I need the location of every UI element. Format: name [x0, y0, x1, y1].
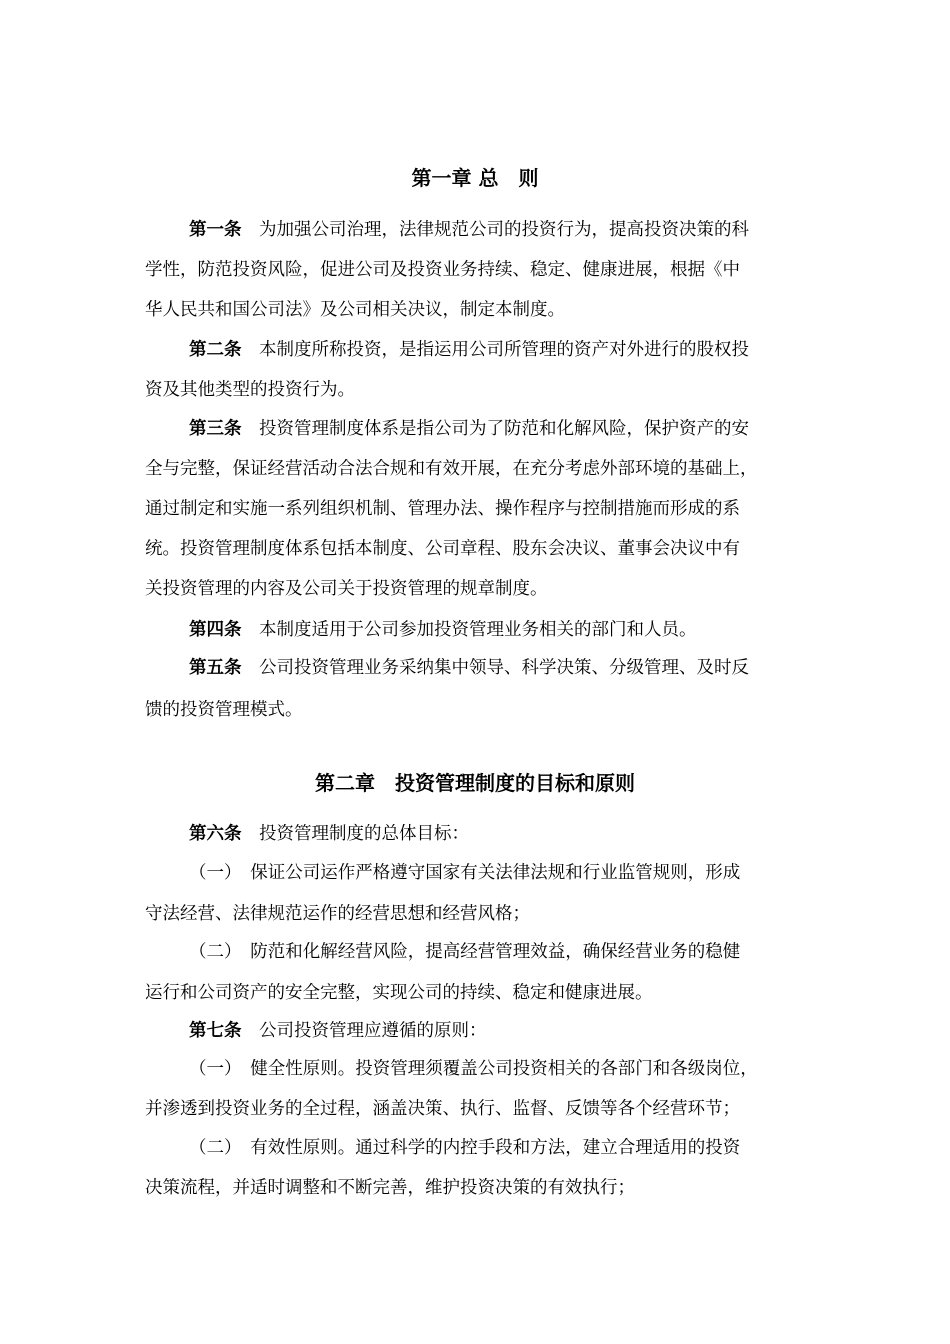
- article-4-line-1: 本制度适用于公司参加投资管理业务相关的部门和人员。: [259, 620, 697, 640]
- article-7: [189, 1018, 487, 1044]
- article-4: [189, 617, 697, 643]
- article-7-line-1: 公司投资管理应遵循的原则：: [259, 1021, 487, 1041]
- article-1-line-3: 华人民共和国公司法》及公司相关决议，制定本制度。: [145, 300, 565, 320]
- article-2: [189, 337, 749, 363]
- article-6-item-1: [189, 860, 740, 886]
- article-2-line-1: 本制度所称投资，是指运用公司所管理的资产对外进行的股权投: [259, 340, 749, 360]
- article-7-item-2-line-2: 决策流程，并适时调整和不断完善，维护投资决策的有效执行；: [145, 1178, 635, 1198]
- article-5-label: 第五条: [189, 658, 242, 678]
- article-3-line-2: 全与完整，保证经营活动合法合规和有效开展，在充分考虑外部环境的基础上，: [145, 459, 758, 479]
- article-3-line-1: 投资管理制度体系是指公司为了防范和化解风险，保护资产的安: [259, 419, 749, 439]
- article-6: [189, 821, 469, 847]
- article-7-item-2: [189, 1135, 740, 1161]
- article-1-line-1: 为加强公司治理，法律规范公司的投资行为，提高投资决策的科: [259, 220, 749, 240]
- article-3: [189, 416, 749, 442]
- article-5-line-1: 公司投资管理业务采纳集中领导、科学决策、分级管理、及时反: [259, 658, 749, 678]
- chapter-1-title: 第一章 总 则: [411, 166, 539, 190]
- article-2-label: 第二条: [189, 340, 242, 360]
- article-6-item-1-marker: （一）: [189, 863, 233, 883]
- article-4-label: 第四条: [189, 620, 242, 640]
- article-7-item-1-line-2: 并渗透到投资业务的全过程，涵盖决策、执行、监督、反馈等各个经营环节；: [145, 1099, 740, 1119]
- article-7-item-1: [189, 1056, 758, 1082]
- article-6-label: 第六条: [189, 824, 242, 844]
- article-1-label: 第一条: [189, 220, 242, 240]
- article-6-item-1-line-1: 保证公司运作严格遵守国家有关法律法规和行业监管规则，形成: [250, 863, 741, 883]
- article-6-line-1: 投资管理制度的总体目标：: [259, 824, 469, 844]
- article-3-label: 第三条: [189, 419, 242, 439]
- article-2-line-2: 资及其他类型的投资行为。: [145, 380, 355, 400]
- article-6-item-2-marker: （二）: [189, 942, 233, 962]
- article-7-item-2-marker: （二）: [189, 1138, 233, 1158]
- article-1: [189, 217, 749, 243]
- article-7-item-1-marker: （一）: [189, 1059, 233, 1079]
- article-1-line-2: 学性，防范投资风险，促进公司及投资业务持续、稳定、健康进展，根据《中: [145, 260, 740, 280]
- article-3-line-3: 通过制定和实施一系列组织机制、管理办法、操作程序与控制措施而形成的系: [145, 499, 740, 519]
- article-6-item-2-line-2: 运行和公司资产的安全完整，实现公司的持续、稳定和健康进展。: [145, 983, 653, 1003]
- article-5-line-2: 馈的投资管理模式。: [145, 700, 303, 720]
- article-6-item-2-line-1: 防范和化解经营风险，提高经营管理效益，确保经营业务的稳健: [250, 942, 741, 962]
- article-6-item-2: [189, 939, 740, 965]
- article-5: [189, 655, 749, 681]
- article-7-label: 第七条: [189, 1021, 242, 1041]
- article-7-item-2-line-1: 有效性原则。通过科学的内控手段和方法，建立合理适用的投资: [250, 1138, 741, 1158]
- article-3-line-5: 关投资管理的内容及公司关于投资管理的规章制度。: [145, 579, 548, 599]
- article-7-item-1-line-1: 健全性原则。投资管理须覆盖公司投资相关的各部门和各级岗位，: [250, 1059, 758, 1079]
- chapter-2-title: 第二章 投资管理制度的目标和原则: [315, 771, 635, 795]
- article-3-line-4: 统。投资管理制度体系包括本制度、公司章程、股东会决议、董事会决议中有: [145, 539, 740, 559]
- article-6-item-1-line-2: 守法经营、法律规范运作的经营思想和经营风格；: [145, 904, 530, 924]
